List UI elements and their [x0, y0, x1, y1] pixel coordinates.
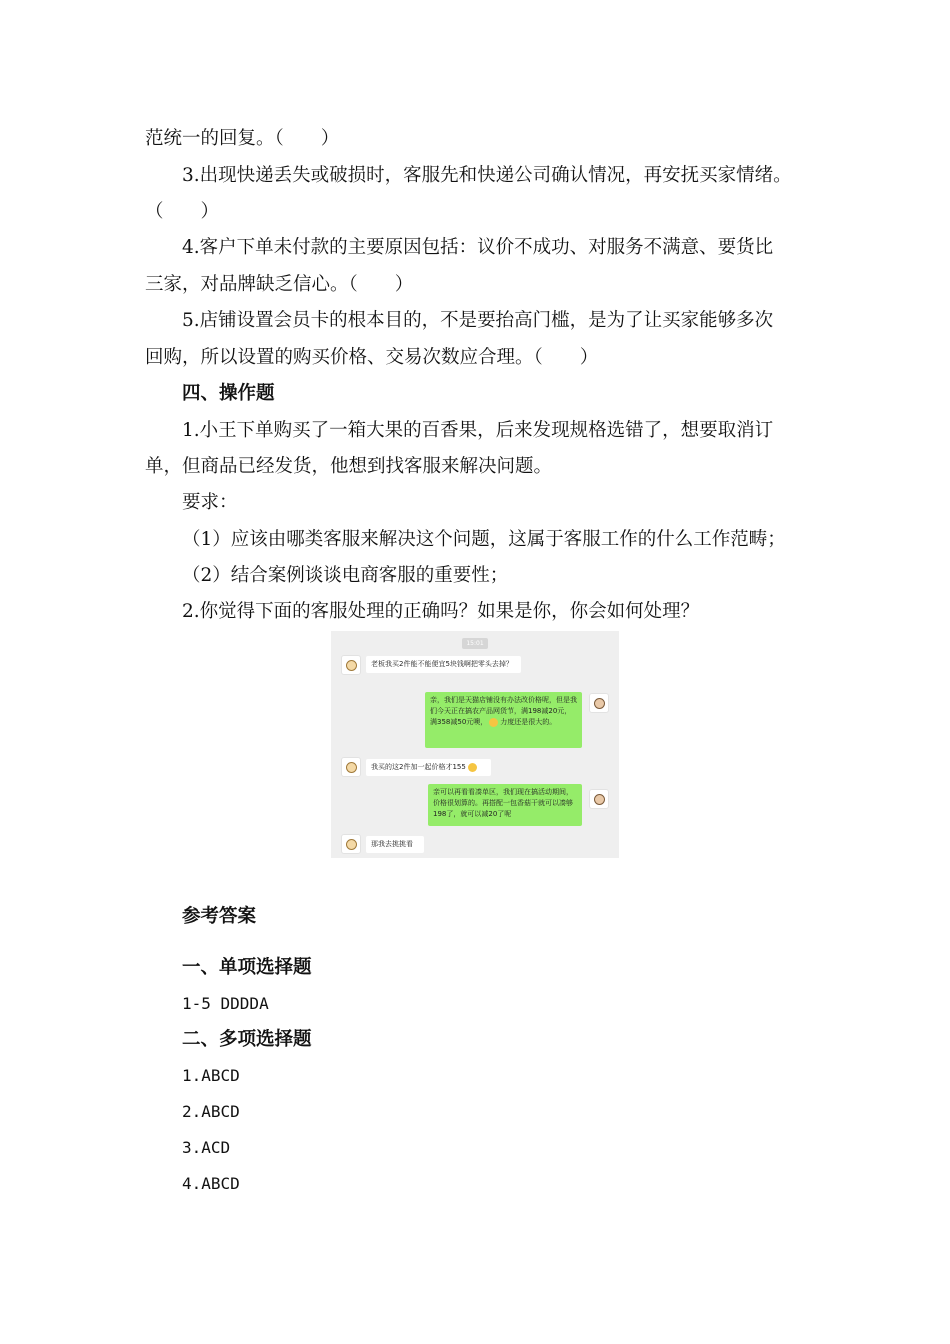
question-3-line-1: 3.出现快递丢失或破损时，客服先和快递公司确认情况，再安抚买家情绪。 — [182, 165, 792, 186]
buyer-message-2-text: 我买的这2件加一起价格才155 — [371, 763, 466, 771]
smile-emoji-icon — [489, 718, 498, 727]
operation-q1-line-1: 1.小王下单购买了一箱大果的百香果，后来发现规格选错了，想要取消订 — [182, 420, 774, 441]
question-5-line-2: 回购，所以设置的购买价格、交易次数应合理。（ ） — [145, 347, 599, 368]
buyer-face-icon — [346, 660, 357, 671]
answers-title: 参考答案 — [182, 906, 257, 927]
requirement-1: （1）应该由哪类客服来解决这个问题，这属于客服工作的什么工作范畴； — [182, 529, 786, 550]
chat-message-buyer-2 — [366, 759, 491, 776]
seller-face-icon — [594, 794, 605, 805]
chat-screenshot — [331, 631, 619, 858]
requirement-label: 要求： — [182, 492, 238, 513]
seller-face-icon — [594, 698, 605, 709]
seller-message-1-text: 亲，我们是天猫店铺没有办法改价格呢，但是我们今天正在搞农产品网货节，满198减20元，满358减50元噢， — [430, 696, 577, 726]
buyer-face-icon — [346, 762, 357, 773]
question-5-line-1: 5.店铺设置会员卡的根本目的，不是要抬高门槛，是为了让买家能够多次 — [182, 310, 774, 331]
answers-section-2-heading: 二、多项选择题 — [182, 1029, 312, 1050]
chat-message-seller-1 — [425, 692, 582, 748]
answers-section-2-item: 1.ABCD — [182, 1066, 240, 1085]
section-4-heading: 四、操作题 — [182, 383, 275, 404]
seller-avatar — [589, 693, 609, 713]
answers-section-2-item: 2.ABCD — [182, 1102, 240, 1121]
question-2-continuation: 范统一的回复。（ ） — [145, 128, 340, 149]
question-4-line-1: 4.客户下单未付款的主要原因包括：议价不成功、对服务不满意、要货比 — [182, 237, 774, 258]
question-3-line-2: （ ） — [145, 201, 220, 222]
buyer-avatar — [341, 834, 361, 854]
chat-message-seller-2: 亲可以再看看凑单区，我们现在搞活动期间，价格很划算的。再搭配一包香菇干就可以凑够198了，就可以减20了呢 — [428, 784, 582, 826]
question-4-line-2: 三家，对品牌缺乏信心。（ ） — [145, 274, 414, 295]
awkward-emoji-icon — [468, 763, 477, 772]
operation-q1-line-2: 单，但商品已经发货，他想到找客服来解决问题。 — [145, 456, 553, 477]
buyer-face-icon — [346, 839, 357, 850]
answers-section-2-item: 4.ABCD — [182, 1174, 240, 1193]
answers-section-2-item: 3.ACD — [182, 1138, 231, 1157]
chat-message-buyer-3: 那我去挑挑看 — [366, 836, 424, 853]
answers-section-1-heading: 一、单项选择题 — [182, 957, 312, 978]
operation-q2: 2.你觉得下面的客服处理的正确吗？如果是你，你会如何处理？ — [182, 601, 700, 622]
requirement-2: （2）结合案例谈谈电商客服的重要性； — [182, 565, 509, 586]
buyer-avatar — [341, 757, 361, 777]
chat-message-buyer-1: 老板我买2件能不能便宜5块钱啊把零头去掉？ — [366, 656, 521, 673]
buyer-avatar — [341, 655, 361, 675]
chat-timestamp: 15:01 — [462, 638, 488, 649]
answers-section-1-values: 1-5 DDDDA — [182, 994, 269, 1013]
seller-message-1-text-after: 力度还是很大的。 — [500, 718, 557, 726]
seller-avatar — [589, 789, 609, 809]
